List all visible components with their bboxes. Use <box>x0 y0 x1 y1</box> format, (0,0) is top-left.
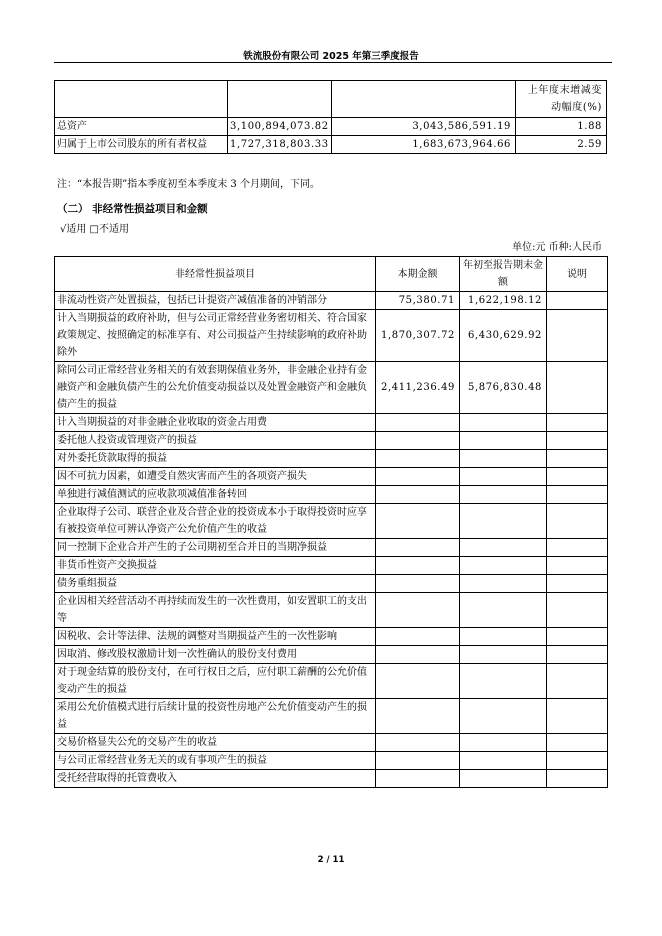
table-row <box>55 557 608 575</box>
row-ytd <box>460 752 547 770</box>
row-remark <box>547 646 608 664</box>
row-ytd <box>460 414 547 432</box>
row-item: 非流动性资产处置损益，包括已计提资产减值准备的冲销部分 <box>55 292 376 310</box>
table-row <box>55 414 608 432</box>
header-current: 本期金额 <box>376 257 460 292</box>
table-row <box>55 310 608 362</box>
row-ytd <box>460 575 547 593</box>
row-current: 1,727,318,803.33 <box>228 136 332 154</box>
row-remark <box>547 539 608 557</box>
row-ytd <box>460 646 547 664</box>
row-item: 采用公允价值模式进行后续计量的投资性房地产公允价值变动产生的损益 <box>55 699 376 734</box>
row-item: 计入当期损益的对非金融企业收取的资金占用费 <box>55 414 376 432</box>
row-item: 债务重组损益 <box>55 575 376 593</box>
row-change: 1.88 <box>516 118 607 136</box>
row-current <box>376 486 460 504</box>
footnote: 注：“本报告期”指本季度初至本季度末 3 个月期间，下同。 <box>57 179 320 190</box>
header-cell <box>332 81 516 118</box>
table-row <box>55 504 608 539</box>
row-remark <box>547 734 608 752</box>
row-label: 归属于上市公司股东的所有者权益 <box>55 136 228 154</box>
section-title: （二） 非经常性损益项目和金额 <box>57 203 208 215</box>
row-prior: 1,683,673,964.66 <box>332 136 516 154</box>
row-current <box>376 504 460 539</box>
row-ytd <box>460 734 547 752</box>
row-current <box>376 734 460 752</box>
header-cell <box>55 81 228 118</box>
row-remark <box>547 699 608 734</box>
table-row <box>55 136 607 154</box>
row-current <box>376 593 460 628</box>
row-current <box>376 752 460 770</box>
row-item: 非货币性资产交换损益 <box>55 557 376 575</box>
header-remark: 说明 <box>547 257 608 292</box>
row-current <box>376 432 460 450</box>
row-item: 除同公司正常经营业务相关的有效套期保值业务外，非金融企业持有金融资产和金融负债产生的公允价值变动损益以及处置金融资产和金融负债产生的损益 <box>55 362 376 414</box>
row-ytd: 5,876,830.48 <box>460 362 547 414</box>
row-item: 对外委托贷款取得的损益 <box>55 450 376 468</box>
page-number: 2 / 11 <box>317 855 345 865</box>
row-ytd <box>460 557 547 575</box>
table-row <box>55 362 608 414</box>
page-header: 铁流股份有限公司 2025 年第三季度报告 <box>243 51 419 62</box>
row-change: 2.59 <box>516 136 607 154</box>
row-label: 总资产 <box>55 118 228 136</box>
non-recurring-table <box>54 256 608 788</box>
row-ytd: 1,622,198.12 <box>460 292 547 310</box>
table-row <box>55 699 608 734</box>
row-item: 委托他人投资或管理资产的损益 <box>55 432 376 450</box>
row-current <box>376 646 460 664</box>
row-ytd <box>460 770 547 788</box>
row-remark <box>547 575 608 593</box>
row-item: 对于现金结算的股份支付，在可行权日之后，应付职工薪酬的公允价值变动产生的损益 <box>55 664 376 699</box>
row-ytd <box>460 593 547 628</box>
row-current <box>376 770 460 788</box>
row-remark <box>547 593 608 628</box>
row-prior: 3,043,586,591.19 <box>332 118 516 136</box>
row-remark <box>547 752 608 770</box>
row-remark <box>547 414 608 432</box>
table-row <box>55 450 608 468</box>
header-item: 非经常性损益项目 <box>55 257 376 292</box>
table-row <box>55 486 608 504</box>
row-remark <box>547 310 608 362</box>
header-rule <box>54 62 612 63</box>
applicability: √适用 □不适用 <box>60 224 129 235</box>
unit-label: 单位:元 币种:人民币 <box>512 242 602 253</box>
row-remark <box>547 628 608 646</box>
row-current <box>376 664 460 699</box>
row-remark <box>547 292 608 310</box>
table-row <box>55 770 608 788</box>
row-item: 因取消、修改股权激励计划一次性确认的股份支付费用 <box>55 646 376 664</box>
row-ytd: 6,430,629.92 <box>460 310 547 362</box>
row-current: 1,870,307.72 <box>376 310 460 362</box>
header-cell <box>228 81 332 118</box>
table-row <box>55 118 607 136</box>
row-remark <box>547 362 608 414</box>
row-ytd <box>460 504 547 539</box>
row-ytd <box>460 628 547 646</box>
table-header-row <box>55 81 607 118</box>
row-current <box>376 699 460 734</box>
table-row <box>55 664 608 699</box>
row-remark <box>547 450 608 468</box>
row-remark <box>547 486 608 504</box>
header-ytd: 年初至报告期末金额 <box>460 257 547 292</box>
row-item: 计入当期损益的政府补助，但与公司正常经营业务密切相关、符合国家政策规定、按照确定的标准享有、对公司损益产生持续影响的政府补助除外 <box>55 310 376 362</box>
row-ytd <box>460 539 547 557</box>
nr-table-body <box>55 292 608 788</box>
row-current <box>376 414 460 432</box>
table-row <box>55 628 608 646</box>
row-ytd <box>460 664 547 699</box>
row-current: 75,380.71 <box>376 292 460 310</box>
table-row <box>55 432 608 450</box>
row-current: 3,100,894,073.82 <box>228 118 332 136</box>
row-ytd <box>460 432 547 450</box>
table-row <box>55 593 608 628</box>
row-remark <box>547 468 608 486</box>
row-remark <box>547 557 608 575</box>
row-ytd <box>460 468 547 486</box>
row-current <box>376 539 460 557</box>
row-item: 与公司正常经营业务无关的或有事项产生的损益 <box>55 752 376 770</box>
row-item: 因税收、会计等法律、法规的调整对当期损益产生的一次性影响 <box>55 628 376 646</box>
row-remark <box>547 664 608 699</box>
balance-summary-table <box>54 80 607 154</box>
row-current <box>376 450 460 468</box>
row-ytd <box>460 450 547 468</box>
row-item: 企业因相关经营活动不再持续而发生的一次性费用，如安置职工的支出等 <box>55 593 376 628</box>
row-item: 交易价格显失公允的交易产生的收益 <box>55 734 376 752</box>
header-change: 上年度末增减变动幅度(%) <box>516 81 607 118</box>
row-ytd <box>460 486 547 504</box>
row-item: 因不可抗力因素，如遭受自然灾害而产生的各项资产损失 <box>55 468 376 486</box>
table-row <box>55 468 608 486</box>
table-row <box>55 292 608 310</box>
row-current <box>376 628 460 646</box>
table-row <box>55 539 608 557</box>
row-item: 受托经营取得的托管费收入 <box>55 770 376 788</box>
row-current <box>376 468 460 486</box>
table-row <box>55 575 608 593</box>
table-row <box>55 734 608 752</box>
row-item: 同一控制下企业合并产生的子公司期初至合并日的当期净损益 <box>55 539 376 557</box>
row-remark <box>547 432 608 450</box>
row-current <box>376 557 460 575</box>
row-item: 单独进行减值测试的应收款项减值准备转回 <box>55 486 376 504</box>
row-item: 企业取得子公司、联营企业及合营企业的投资成本小于取得投资时应享有被投资单位可辨认净资产公允价值产生的收益 <box>55 504 376 539</box>
row-ytd <box>460 699 547 734</box>
table-row <box>55 752 608 770</box>
row-remark <box>547 504 608 539</box>
row-current <box>376 575 460 593</box>
table-row <box>55 646 608 664</box>
table-header-row <box>55 257 608 292</box>
row-remark <box>547 770 608 788</box>
row-current: 2,411,236.49 <box>376 362 460 414</box>
